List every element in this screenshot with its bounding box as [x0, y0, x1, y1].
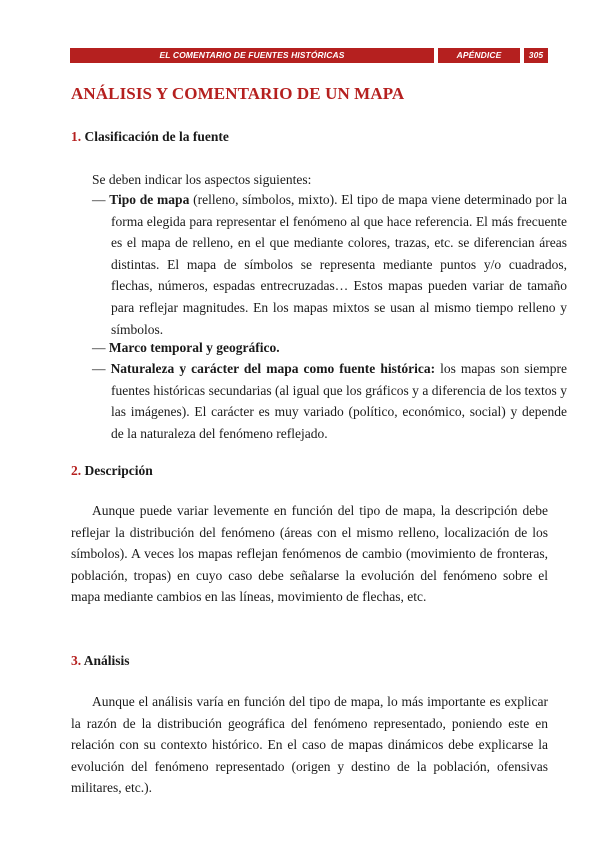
- bullet-text: (relleno, símbolos, mixto). El tipo de mapa viene determinado por la forma elegida para representar el fenómeno al que hace referencia. El más frecuente es el mapa de relleno, en el que mediante colores, trazas, etc. se diferencian áreas distintas. El mapa de símbolos se representa mediante puntos y/o cuadrados, flechas, números, espadas entrecruzadas… Estos mapas pueden variar de tamaño para reflejar magnitudes. En los mapas mixtos se usan al mismo tiempo relleno y símbolos.: [111, 192, 568, 337]
- section-title: Clasificación de la fuente: [84, 129, 229, 144]
- intro-text: Se deben indicar los aspectos siguientes:: [92, 172, 312, 187]
- section-number: 2.: [71, 463, 82, 478]
- running-header: [70, 48, 548, 63]
- bullet-text: los mapas son siempre fuentes históricas secundarias (al igual que los gráficos y a diferencia de los textos y las imágenes). El carácter es muy variado (político, económico, social) y depende de la naturaleza del fenómeno reflejado.: [111, 361, 568, 441]
- bullet-naturaleza: [92, 358, 567, 444]
- bullet-term: Tipo de mapa: [109, 192, 190, 207]
- section-heading-descripcion: [71, 463, 153, 479]
- bullet-dash: —: [92, 361, 106, 376]
- bullet-term: Naturaleza y carácter del mapa como fuente histórica:: [110, 361, 436, 376]
- page-number: 305: [524, 48, 548, 63]
- header-book-title: EL COMENTARIO DE FUENTES HISTÓRICAS: [70, 48, 434, 63]
- bullet-tipo-de-mapa: [92, 189, 567, 340]
- bullet-marco-temporal: [92, 337, 567, 359]
- section-title: Descripción: [84, 463, 153, 478]
- bullet-dash: —: [92, 192, 106, 207]
- section-heading-clasificacion: [71, 129, 229, 145]
- bullet-term: Marco temporal y geográfico.: [108, 340, 280, 355]
- page-title: ANÁLISIS Y COMENTARIO DE UN MAPA: [71, 84, 405, 103]
- section-number: 3.: [71, 653, 82, 668]
- bullet-dash: —: [92, 340, 106, 355]
- section-number: 1.: [71, 129, 82, 144]
- header-section: APÉNDICE: [438, 48, 520, 63]
- section-title: Análisis: [83, 653, 130, 668]
- descripcion-paragraph: Aunque puede variar levemente en función del tipo de mapa, la descripción debe reflejar la distribución del fenómeno (áreas con el mismo relleno, localización de los símbolos). A veces los mapas reflejan fenómenos de cambio (movimiento de fronteras, población, tropas) en cuyo caso debe señalarse la evolución del fenómeno sobre el mapa mediante cambios en las líneas, movimiento de flechas, etc.: [71, 503, 548, 605]
- section-heading-analisis: [71, 653, 130, 669]
- analisis-paragraph: Aunque el análisis varía en función del tipo de mapa, lo más importante es explicar la razón de la distribución geográfica del fenómeno representado, poniendo este en relación con su contexto histórico. En el caso de mapas dinámicos debe explicarse la evolución del fenómeno representado (origen y destino de la población, ofensivas militares, etc.).: [71, 694, 548, 796]
